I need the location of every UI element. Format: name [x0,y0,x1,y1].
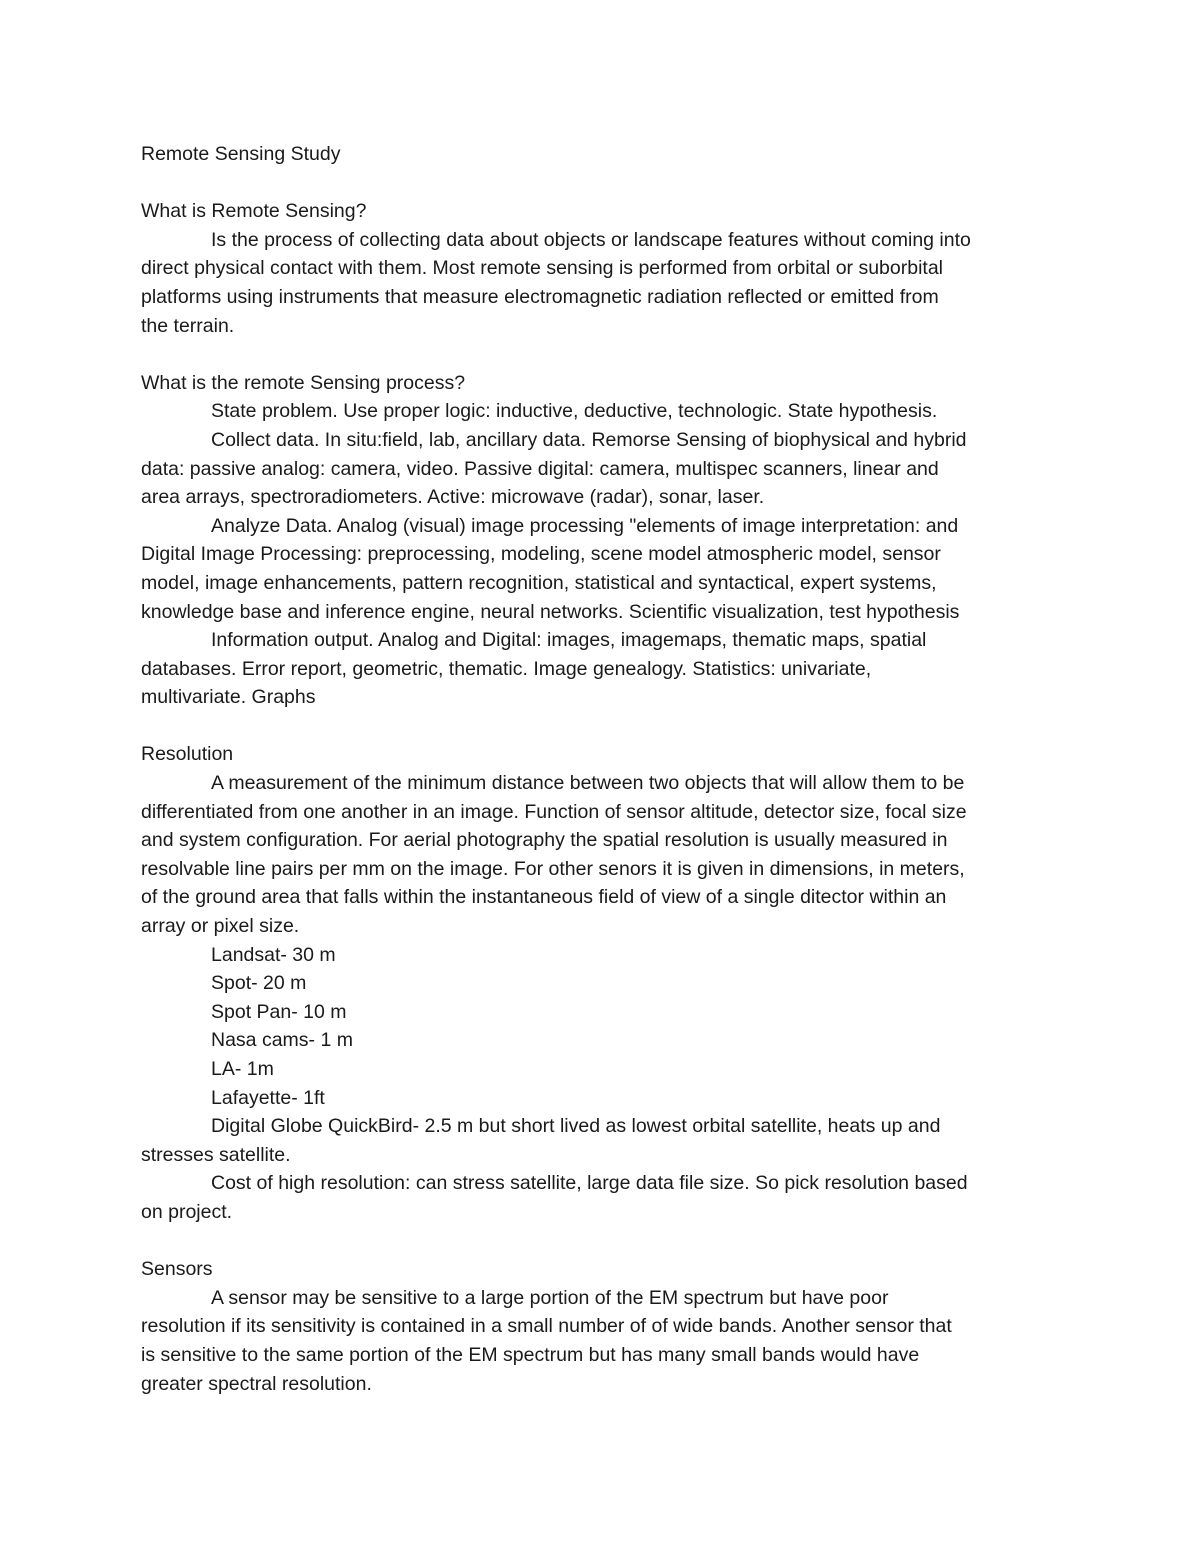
section-heading: Resolution [141,743,234,766]
paragraph-line: Lafayette- 1ft [211,1086,325,1109]
document-body [141,169,1061,1399]
document-page [141,140,1061,1398]
paragraph-line: resolution if its sensitivity is contained in a small number of of wide bands. Another sensor that [141,1315,952,1338]
blank-line [141,1227,1061,1256]
document-section [141,740,1061,1226]
document-section [141,1255,1061,1398]
section-heading: What is the remote Sensing process? [141,371,466,394]
paragraph-line: is sensitive to the same portion of the EM spectrum but has many small bands would have [141,1343,920,1366]
paragraph-line: databases. Error report, geometric, thematic. Image genealogy. Statistics: univariate, [141,657,872,680]
section-heading: Sensors [141,1258,213,1281]
paragraph-line: Is the process of collecting data about objects or landscape features without coming into [211,228,971,251]
paragraph-line: platforms using instruments that measure electromagnetic radiation reflected or emitted from [141,285,939,308]
paragraph-line: Collect data. In situ:field, lab, ancillary data. Remorse Sensing of biophysical and hybrid [211,428,967,451]
paragraph-line: multivariate. Graphs [141,686,316,709]
paragraph-line: and system configuration. For aerial photography the spatial resolution is usually measured in [141,829,948,852]
paragraph-line: Information output. Analog and Digital: images, imagemaps, thematic maps, spatial [211,629,927,652]
paragraph-line: A measurement of the minimum distance between two objects that will allow them to be [211,772,965,795]
paragraph-line: of the ground area that falls within the instantaneous field of view of a single ditector within an [141,886,947,909]
paragraph-line: knowledge base and inference engine, neural networks. Scientific visualization, test hypothesis [141,600,960,623]
paragraph-line: Cost of high resolution: can stress satellite, large data file size. So pick resolution based [211,1172,968,1195]
paragraph-line: A sensor may be sensitive to a large portion of the EM spectrum but have poor [211,1286,889,1309]
blank-line [141,169,1061,198]
document-section [141,369,1061,712]
paragraph-line: array or pixel size. [141,915,300,938]
paragraph-line: the terrain. [141,314,235,337]
paragraph-line: direct physical contact with them. Most remote sensing is performed from orbital or suborbital [141,257,943,280]
paragraph-line: stresses satellite. [141,1143,291,1166]
paragraph-line: Nasa cams- 1 m [211,1029,353,1052]
paragraph-line: State problem. Use proper logic: inductive, deductive, technologic. State hypothesis. [211,400,938,423]
paragraph-line: Spot Pan- 10 m [211,1000,347,1023]
paragraph-line: on project. [141,1200,233,1223]
section-heading: What is Remote Sensing? [141,200,367,223]
paragraph-line: Landsat- 30 m [211,943,336,966]
document-section [141,197,1061,340]
blank-line [141,340,1061,369]
paragraph-line: Digital Globe QuickBird- 2.5 m but short lived as lowest orbital satellite, heats up and [211,1115,941,1138]
paragraph-line: data: passive analog: camera, video. Passive digital: camera, multispec scanners, linear and [141,457,939,480]
paragraph-line: Spot- 20 m [211,972,307,995]
blank-line [141,712,1061,741]
paragraph-line: resolvable line pairs per mm on the image. For other senors it is given in dimensions, in meters, [141,857,965,880]
paragraph-line: model, image enhancements, pattern recognition, statistical and syntactical, expert systems, [141,571,937,594]
paragraph-line: Analyze Data. Analog (visual) image processing "elements of image interpretation: and [211,514,959,537]
paragraph-line: greater spectral resolution. [141,1372,372,1395]
paragraph-line: Digital Image Processing: preprocessing, modeling, scene model atmospheric model, sensor [141,543,941,566]
paragraph-line: area arrays, spectroradiometers. Active: microwave (radar), sonar, laser. [141,486,765,509]
paragraph-line: LA- 1m [211,1058,274,1080]
document-title: Remote Sensing Study [141,143,341,165]
paragraph-line: differentiated from one another in an image. Function of sensor altitude, detector size, focal size [141,800,967,823]
